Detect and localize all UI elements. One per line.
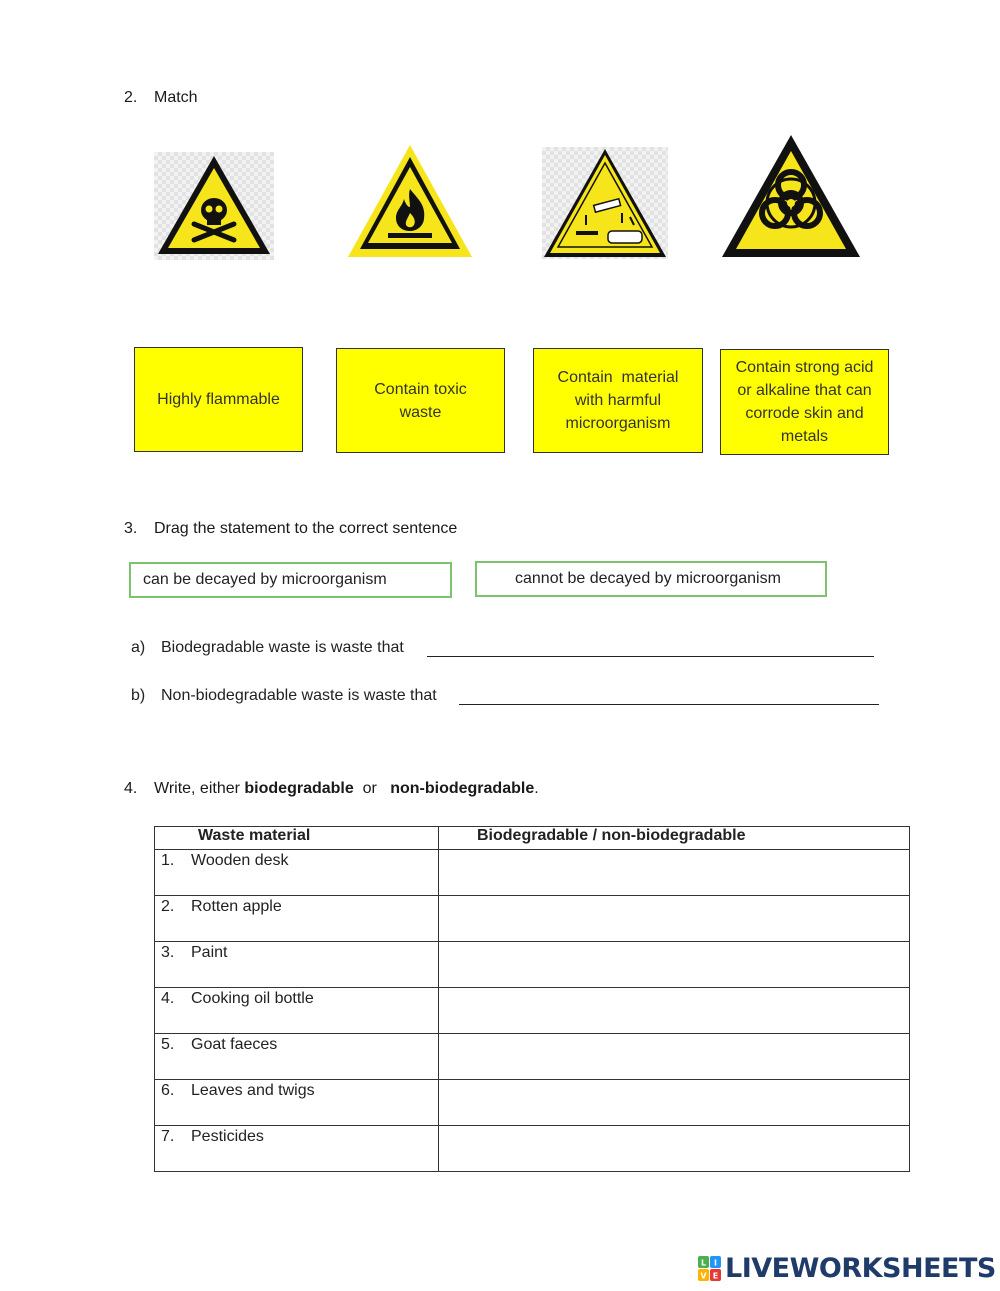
answer-cell[interactable]	[439, 942, 910, 988]
drag-option-can-be-decayed[interactable]	[129, 562, 452, 598]
match-box-highly-flammable[interactable]	[134, 347, 303, 452]
item-name: Goat faeces	[191, 1036, 278, 1053]
box-line: corrode skin and	[745, 405, 864, 422]
item-number: 2.	[161, 898, 175, 915]
table-row	[155, 1034, 910, 1080]
item-name: Paint	[191, 944, 228, 961]
answer-cell[interactable]	[439, 1034, 910, 1080]
table-row	[155, 850, 910, 896]
answer-cell[interactable]	[439, 1080, 910, 1126]
waste-item-cell	[155, 988, 439, 1034]
flammable-flame-sign-icon	[346, 143, 474, 261]
q4-suffix: .	[534, 780, 539, 797]
item-name: Leaves and twigs	[191, 1082, 315, 1099]
sentence-text: Non-biodegradable waste is waste that	[161, 687, 437, 704]
answer-cell[interactable]	[439, 850, 910, 896]
sentence-a	[131, 639, 404, 657]
answer-cell[interactable]	[439, 1126, 910, 1172]
q4-title	[124, 780, 539, 798]
table-row	[155, 942, 910, 988]
box-line: or alkaline that can	[737, 382, 872, 399]
toxic-skull-sign-icon	[154, 152, 274, 260]
item-name: Wooden desk	[191, 852, 289, 869]
box-line: waste	[399, 403, 442, 421]
match-box-text	[157, 388, 280, 411]
sentence-label: b)	[131, 687, 146, 704]
q4-bold-non-biodegradable: non-biodegradable	[390, 780, 535, 797]
box-line: metals	[780, 428, 829, 445]
box-line: Contain strong acid	[735, 359, 874, 376]
item-number: 1.	[161, 852, 175, 869]
item-number: 5.	[161, 1036, 175, 1053]
item-number: 4.	[161, 990, 175, 1007]
box-line: Highly flammable	[157, 391, 280, 408]
answer-cell[interactable]	[439, 896, 910, 942]
waste-item-cell	[155, 942, 439, 988]
liveworksheets-badge-icon	[698, 1256, 722, 1282]
liveworksheets-logo-text: LIVEWORKSHEETS	[725, 1253, 996, 1284]
waste-item-cell	[155, 1126, 439, 1172]
liveworksheets-logo	[698, 1253, 996, 1284]
waste-item-cell	[155, 850, 439, 896]
waste-item-cell	[155, 896, 439, 942]
match-box-harmful-microorganism[interactable]	[533, 348, 703, 453]
badge-letter: I	[714, 1258, 717, 1267]
item-number: 3.	[161, 944, 175, 961]
waste-item-cell	[155, 1034, 439, 1080]
item-number: 7.	[161, 1128, 175, 1145]
table-row	[155, 896, 910, 942]
q2-number: 2.	[124, 89, 138, 106]
table-row	[155, 1126, 910, 1172]
table-header-row	[155, 827, 910, 850]
header-biodegradable: Biodegradable / non-biodegradable	[439, 827, 910, 850]
q2-title	[124, 89, 198, 107]
item-number: 6.	[161, 1082, 175, 1099]
drag-option-text: can be decayed by microorganism	[143, 571, 387, 588]
sentence-label: a)	[131, 639, 146, 656]
answer-blank-b[interactable]	[459, 704, 879, 705]
box-line: Contain material	[557, 369, 679, 386]
sentence-text: Biodegradable waste is waste that	[161, 639, 404, 656]
q3-title	[124, 520, 457, 538]
table-row	[155, 988, 910, 1034]
match-box-text	[374, 378, 467, 424]
q4-number: 4.	[124, 780, 138, 797]
q2-title-text: Match	[154, 89, 198, 106]
box-line: microorganism	[565, 415, 671, 432]
box-line: with harmful	[574, 392, 662, 409]
q3-number: 3.	[124, 520, 138, 537]
waste-table	[154, 826, 910, 1172]
sentence-b	[131, 687, 437, 705]
q3-title-text: Drag the statement to the correct sentence	[154, 520, 458, 537]
drag-option-text: cannot be decayed by microorganism	[515, 570, 781, 587]
match-box-strong-acid-alkaline[interactable]	[720, 349, 889, 455]
item-name: Pesticides	[191, 1128, 264, 1145]
box-line: Contain toxic	[374, 380, 467, 398]
match-box-text	[558, 366, 679, 435]
header-waste-material: Waste material	[155, 827, 439, 850]
match-box-text	[736, 356, 874, 448]
table-row	[155, 1080, 910, 1126]
drag-option-cannot-be-decayed[interactable]	[475, 561, 827, 597]
waste-item-cell	[155, 1080, 439, 1126]
badge-letter: E	[712, 1271, 719, 1280]
q4-prefix: Write, either	[154, 780, 245, 797]
badge-letter: L	[700, 1258, 707, 1267]
item-name: Cooking oil bottle	[191, 990, 314, 1007]
biohazard-sign-icon	[720, 133, 862, 261]
answer-blank-a[interactable]	[427, 656, 874, 657]
match-box-contain-toxic-waste[interactable]	[336, 348, 505, 453]
q4-middle: or	[353, 780, 391, 797]
item-name: Rotten apple	[191, 898, 282, 915]
corrosive-sign-icon	[542, 147, 668, 259]
answer-cell[interactable]	[439, 988, 910, 1034]
badge-letter: V	[700, 1271, 707, 1280]
q4-bold-biodegradable: biodegradable	[244, 780, 354, 797]
